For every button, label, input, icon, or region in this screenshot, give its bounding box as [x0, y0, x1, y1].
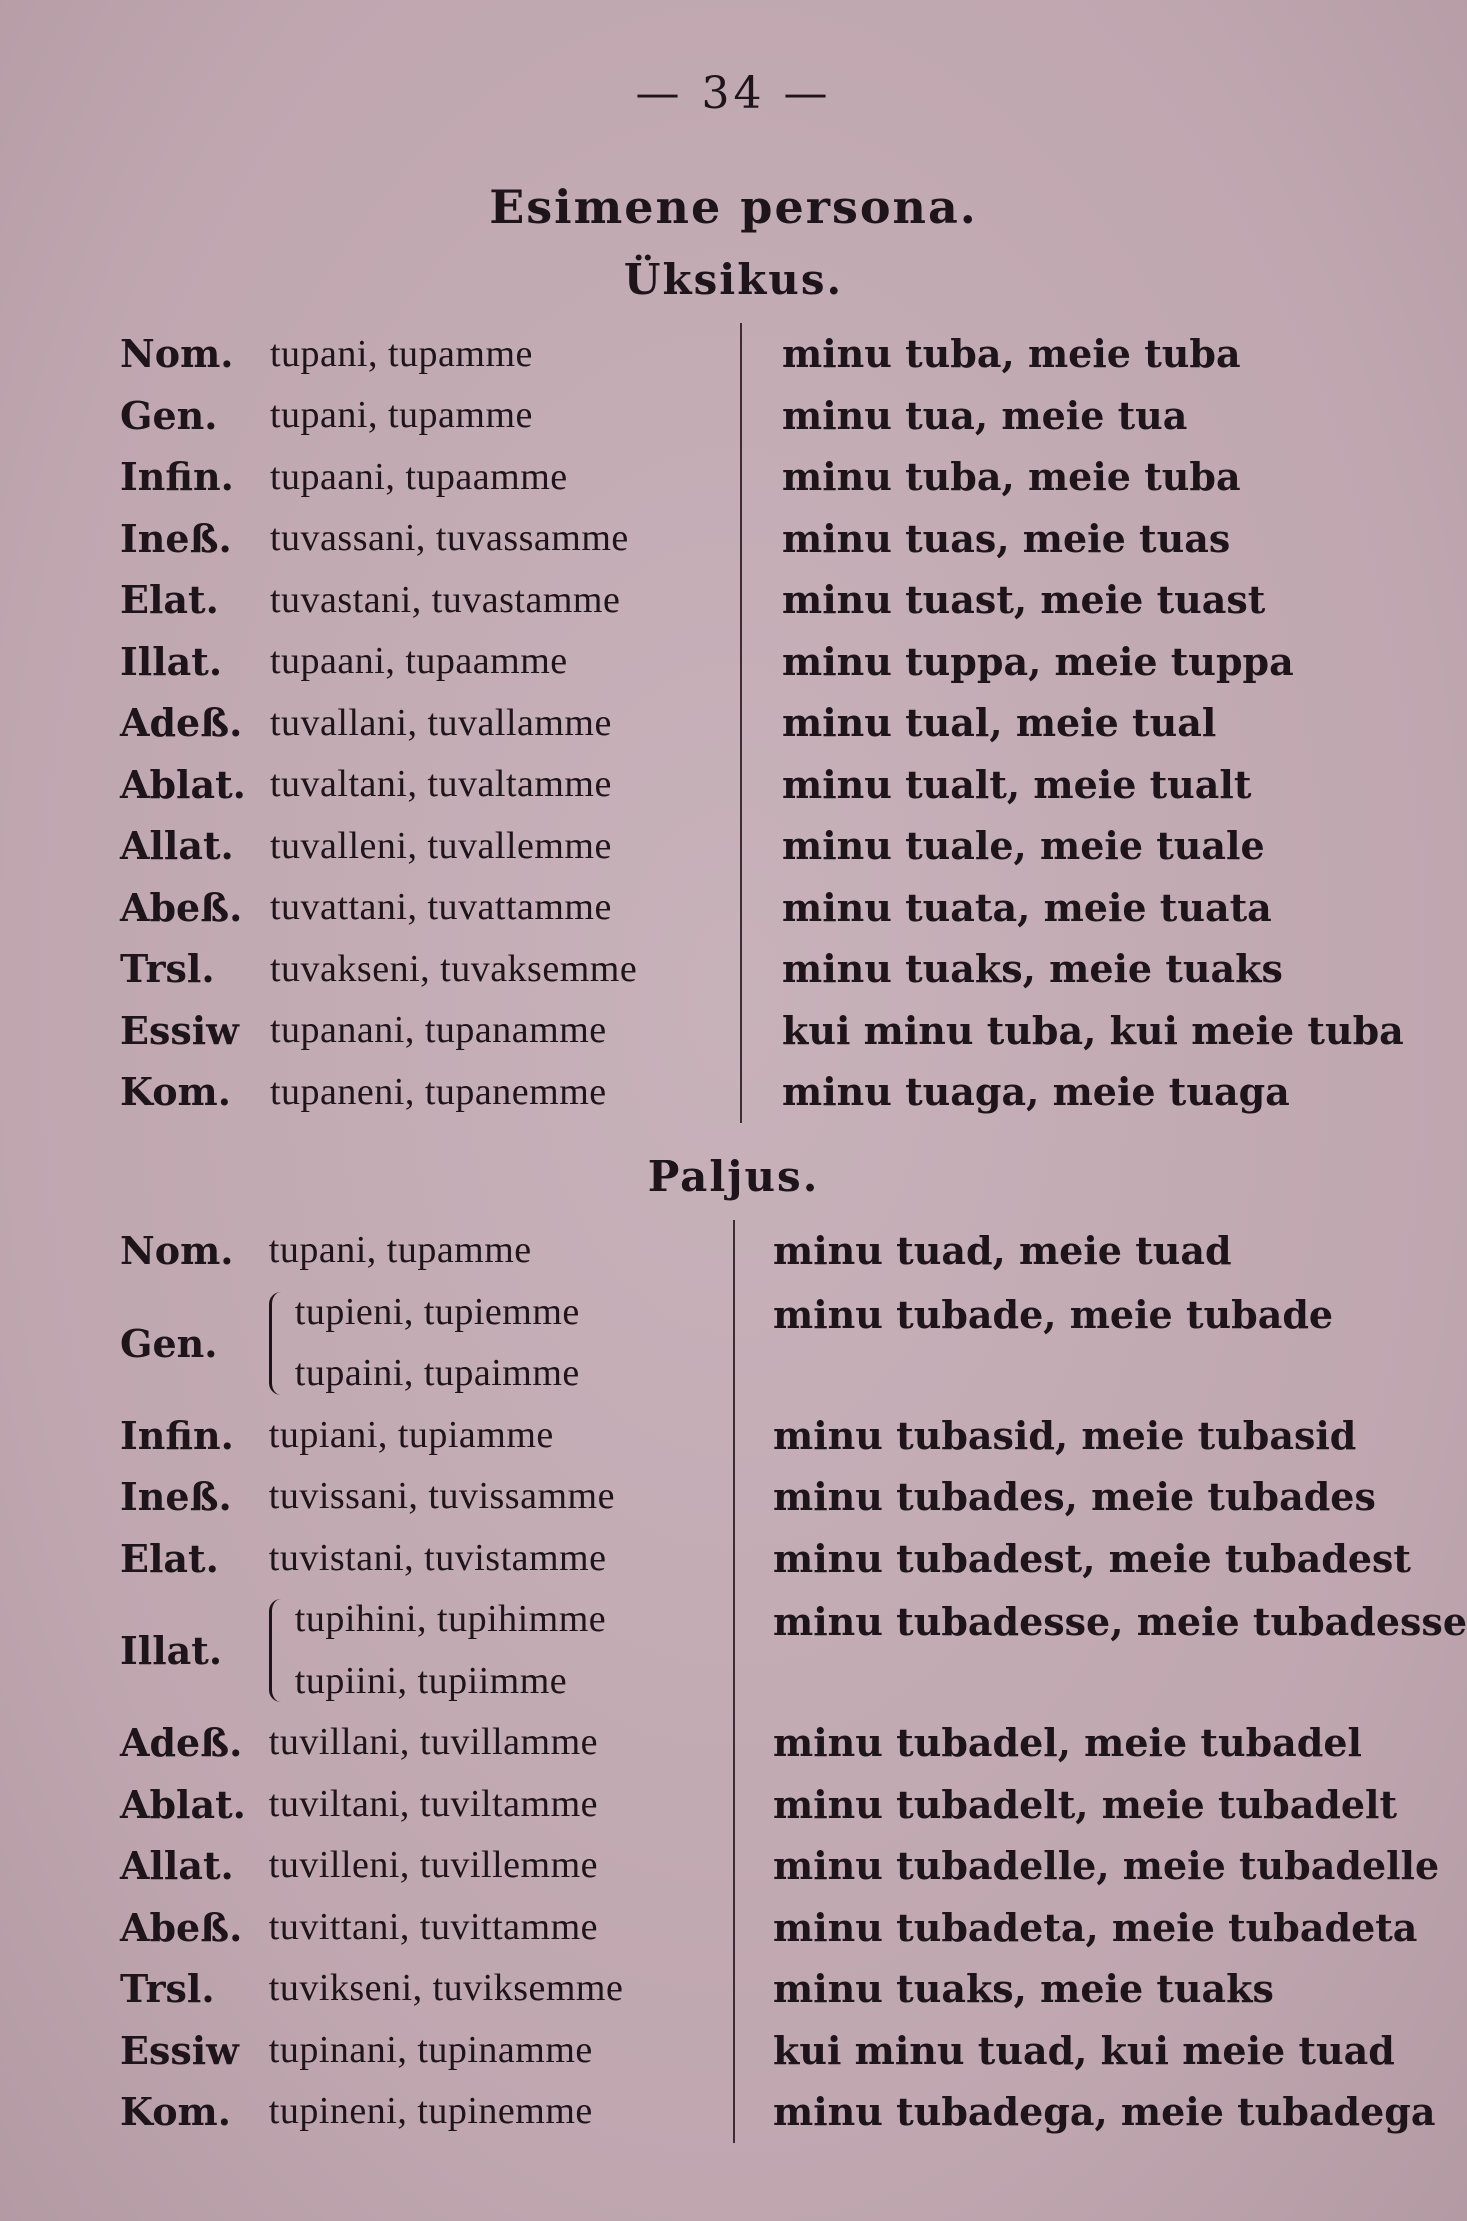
estonian-translation: minu tuaga, meie tuaga — [782, 1069, 1290, 1115]
column-divider — [741, 877, 782, 939]
table-row — [120, 446, 1404, 508]
column-divider — [741, 508, 782, 570]
column-divider — [734, 1774, 773, 1836]
finnish-form-variant: tuvittani, tuvittamme — [268, 1905, 599, 1948]
table-row — [120, 2020, 1467, 2082]
finnish-form-variant: tupieni, tupiemme — [294, 1290, 580, 1333]
finnish-form — [269, 1405, 734, 1467]
case-label: Essiw — [120, 2027, 239, 2073]
column-divider — [734, 1897, 773, 1959]
form-group — [269, 1589, 733, 1712]
estonian-translation: minu tuale, meie tuale — [782, 823, 1265, 869]
estonian-translation: minu tubadel, meie tubadel — [773, 1720, 1362, 1766]
table-row — [120, 1835, 1467, 1897]
column-divider — [734, 1466, 773, 1528]
estonian-translation: minu tubades, meie tubades — [773, 1474, 1376, 1520]
table-row — [120, 692, 1404, 754]
column-divider — [734, 1282, 773, 1405]
finnish-form: tuvakseni, tuvaksemme — [270, 947, 638, 990]
estonian-translation: minu tubadelle, meie tubadelle — [773, 1843, 1440, 1889]
finnish-form: tuvaltani, tuvaltamme — [270, 763, 612, 806]
table-row — [120, 1282, 1467, 1405]
finnish-form — [269, 1958, 734, 2020]
finnish-form — [269, 1466, 734, 1528]
table-row — [120, 754, 1404, 816]
finnish-form-variant: tupaini, tupaimme — [294, 1352, 580, 1394]
finnish-form — [269, 1835, 734, 1897]
finnish-form — [269, 1220, 734, 1282]
case-label: Infin. — [120, 454, 234, 500]
table-row — [120, 938, 1404, 1000]
estonian-translation: minu tubadest, meie tubadest — [773, 1535, 1411, 1581]
case-label: Infin. — [120, 1412, 234, 1458]
finnish-form — [269, 1282, 734, 1405]
case-label: Allat. — [120, 1843, 234, 1889]
finnish-form — [269, 1589, 734, 1712]
estonian-translation: minu tuppa, meie tuppa — [782, 638, 1294, 684]
column-divider — [734, 1405, 773, 1467]
column-divider — [741, 754, 782, 816]
estonian-translation: minu tuad, meie tuad — [773, 1228, 1232, 1274]
case-label: Elat. — [120, 1535, 219, 1581]
column-divider — [741, 938, 782, 1000]
case-label: Trsl. — [120, 1966, 215, 2012]
estonian-translation: minu tua, meie tua — [782, 392, 1188, 438]
case-label: Trsl. — [120, 946, 215, 992]
estonian-translation: minu tuaks, meie tuaks — [773, 1966, 1274, 2012]
case-label: Nom. — [120, 331, 234, 377]
finnish-form: tuvallani, tuvallamme — [270, 701, 612, 744]
column-divider — [741, 1061, 782, 1123]
estonian-translation: minu tubadelt, meie tubadelt — [773, 1781, 1398, 1827]
singular-table — [120, 323, 1404, 1123]
estonian-translation: minu tuba, meie tuba — [782, 454, 1241, 500]
estonian-translation: kui minu tuad, kui meie tuad — [773, 2027, 1395, 2073]
brace-icon — [269, 1599, 288, 1702]
column-divider — [734, 2081, 773, 2143]
table-row — [120, 1528, 1467, 1590]
estonian-translation: kui minu tuba, kui meie tuba — [782, 1007, 1404, 1053]
estonian-translation: minu tuast, meie tuast — [782, 577, 1266, 623]
table-row — [120, 508, 1404, 570]
table-row — [120, 1589, 1467, 1712]
finnish-form — [269, 1712, 734, 1774]
case-label: Ineß. — [120, 1474, 232, 1520]
finnish-form: tuvassani, tuvassamme — [270, 517, 629, 560]
page-number: — 34 — — [635, 68, 832, 119]
finnish-form — [269, 2020, 734, 2082]
table-row — [120, 1405, 1467, 1467]
case-label: Illat. — [120, 1628, 223, 1673]
table-row — [120, 2081, 1467, 2143]
table-row — [120, 323, 1404, 385]
table-row — [120, 1897, 1467, 1959]
column-divider — [741, 446, 782, 508]
estonian-translation: minu tubasid, meie tubasid — [773, 1412, 1357, 1458]
finnish-form: tuvattani, tuvattamme — [270, 886, 612, 929]
estonian-translation: minu tuba, meie tuba — [782, 331, 1241, 377]
finnish-form-variant: tuvistani, tuvistamme — [268, 1536, 607, 1579]
finnish-form: tupaani, tupaamme — [270, 640, 568, 683]
finnish-form-variant: tupani, tupamme — [268, 1229, 532, 1271]
case-label: Gen. — [120, 392, 218, 438]
finnish-form-variant: tuvissani, tuvissamme — [268, 1475, 615, 1517]
finnish-form — [269, 1528, 734, 1590]
case-label: Gen. — [120, 1320, 218, 1366]
estonian-translation: minu tual, meie tual — [782, 700, 1217, 746]
finnish-form-variant: tuvilleni, tuvillemme — [268, 1844, 599, 1886]
finnish-form: tupanani, tupanamme — [270, 1009, 607, 1052]
finnish-form: tupani, tupamme — [270, 332, 533, 375]
table-row — [120, 569, 1404, 631]
finnish-form-variant: tuvikseni, tuviksemme — [268, 1967, 624, 2009]
finnish-form-variant: tupineni, tupinemme — [268, 2090, 593, 2132]
finnish-form-variant: tupinani, tupinamme — [268, 2028, 593, 2071]
finnish-form-variant: tupihini, tupihimme — [294, 1598, 607, 1640]
finnish-form — [269, 2081, 734, 2143]
table-row — [120, 631, 1404, 693]
case-label: Adeß. — [120, 1720, 243, 1766]
table-row — [120, 1220, 1467, 1282]
column-divider — [734, 1220, 773, 1282]
column-divider — [734, 1528, 773, 1590]
case-label: Abeß. — [120, 1904, 243, 1950]
estonian-translation: minu tuata, meie tuata — [782, 884, 1272, 930]
case-label: Essiw — [120, 1007, 239, 1053]
column-divider — [741, 569, 782, 631]
finnish-form: tuvastani, tuvastamme — [270, 578, 621, 621]
finnish-form: tupaneni, tupanemme — [270, 1070, 607, 1113]
case-label: Nom. — [120, 1228, 234, 1274]
finnish-form-variant: tupiini, tupiimme — [294, 1659, 568, 1702]
table-row — [120, 1061, 1404, 1123]
estonian-translation: minu tuaks, meie tuaks — [782, 946, 1283, 992]
case-label: Kom. — [120, 1069, 231, 1115]
case-label: Allat. — [120, 823, 234, 869]
case-label: Kom. — [120, 2089, 231, 2135]
estonian-translation: minu tubadesse, meie tubadesse — [773, 1599, 1467, 1644]
finnish-form: tupani, tupamme — [270, 394, 533, 437]
form-group — [269, 1282, 733, 1405]
case-label: Ineß. — [120, 515, 232, 561]
finnish-form: tupaani, tupaamme — [270, 455, 568, 498]
table-row — [120, 815, 1404, 877]
table-row — [120, 1712, 1467, 1774]
column-divider — [741, 692, 782, 754]
estonian-translation: minu tubadega, meie tubadega — [773, 2089, 1436, 2135]
plural-heading: Paljus. — [647, 1152, 820, 1201]
table-row — [120, 385, 1404, 447]
finnish-form-variant: tuviltani, tuviltamme — [268, 1782, 599, 1825]
case-label: Ablat. — [120, 1781, 246, 1827]
column-divider — [741, 323, 782, 385]
column-divider — [734, 1835, 773, 1897]
column-divider — [734, 2020, 773, 2082]
case-label: Elat. — [120, 577, 219, 623]
estonian-translation: minu tuas, meie tuas — [782, 515, 1231, 561]
case-label: Adeß. — [120, 700, 243, 746]
column-divider — [741, 385, 782, 447]
column-divider — [741, 1000, 782, 1062]
finnish-form — [269, 1774, 734, 1836]
column-divider — [741, 631, 782, 693]
table-row — [120, 1000, 1404, 1062]
section-title: Esimene persona. — [489, 180, 978, 234]
table-row — [120, 1958, 1467, 2020]
estonian-translation: minu tubade, meie tubade — [773, 1291, 1334, 1337]
estonian-translation: minu tubadeta, meie tubadeta — [773, 1904, 1418, 1950]
case-label: Abeß. — [120, 884, 243, 930]
finnish-form: tuvalleni, tuvallemme — [270, 824, 612, 867]
finnish-form-variant: tupiani, tupiamme — [268, 1413, 554, 1456]
singular-heading: Üksikus. — [623, 255, 844, 304]
column-divider — [734, 1589, 773, 1712]
estonian-translation: minu tualt, meie tualt — [782, 761, 1252, 807]
finnish-form-variant: tuvillani, tuvillamme — [268, 1721, 599, 1763]
table-row — [120, 1774, 1467, 1836]
case-label: Ablat. — [120, 761, 246, 807]
column-divider — [734, 1712, 773, 1774]
case-label: Illat. — [120, 638, 223, 684]
table-row — [120, 877, 1404, 939]
plural-table — [120, 1220, 1467, 2143]
column-divider — [741, 815, 782, 877]
table-row — [120, 1466, 1467, 1528]
finnish-form — [269, 1897, 734, 1959]
brace-icon — [269, 1292, 288, 1395]
column-divider — [734, 1958, 773, 2020]
